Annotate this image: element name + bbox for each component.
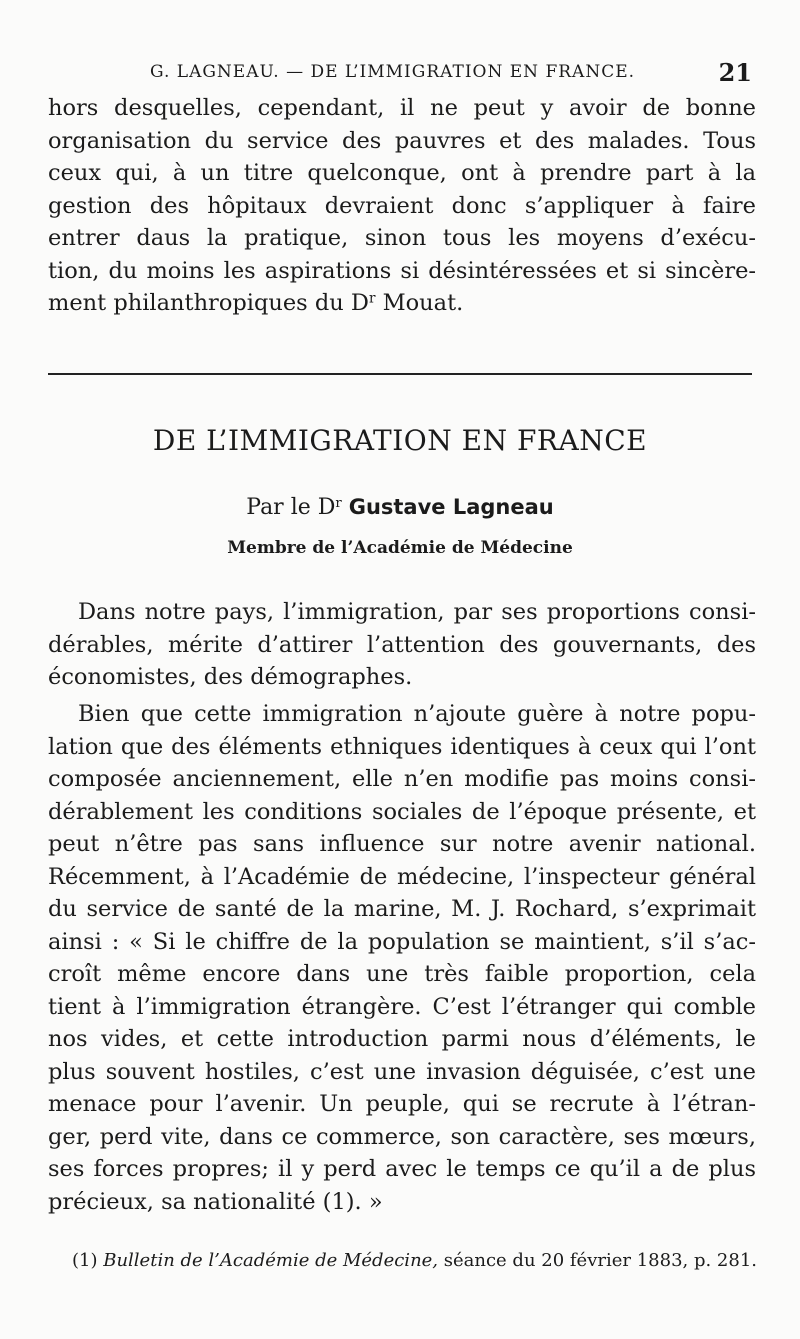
section-divider	[48, 373, 752, 375]
text-line: ses forces propres; il y perd avec le temps ce qu’il a de plus	[48, 1156, 756, 1182]
text-line: nos vides, et cette introduction parmi nous d’éléments, le	[48, 1026, 756, 1052]
text-line: ger, perd vite, dans ce commerce, son caractère, ses mœurs,	[48, 1123, 756, 1150]
text-line: Récemment, à l’Académie de médecine, l’inspecteur général	[48, 863, 756, 890]
text-fragment: Mouat.	[375, 290, 464, 316]
text-line: menace pour l’avenir. Un peuple, qui se recrute à l’étran-	[48, 1091, 756, 1117]
page-number: 21	[718, 58, 752, 87]
superscript: r	[335, 495, 342, 511]
continuation-paragraph	[48, 92, 756, 320]
running-head-title: G. LAGNEAU. — DE L’IMMIGRATION EN FRANCE.	[150, 62, 636, 82]
text-fragment: ment philanthropiques du D	[48, 290, 369, 316]
text-line: économistes, des démographes.	[48, 664, 413, 690]
running-head	[50, 58, 756, 88]
text-line: peut n’être pas sans influence sur notre avenir national.	[48, 831, 756, 857]
author-name: Gustave Lagneau	[348, 495, 554, 519]
text-line: gestion des hôpitaux devraient donc s’appliquer à faire	[48, 192, 756, 219]
paragraph-2	[48, 698, 756, 1218]
article-title: DE L’IMMIGRATION EN FRANCE	[152, 424, 648, 457]
text-line	[48, 287, 756, 320]
superscript: r	[368, 290, 376, 307]
text-line: ainsi : « Si le chiffre de la population se maintient, s’il s’ac-	[48, 928, 756, 955]
text-line: croît même encore dans une très faible proportion, cela	[48, 961, 756, 987]
text-line: hors desquelles, cependant, il ne peut y avoir de bonne	[48, 95, 756, 121]
footnote-details: séance du 20 février 1883, p. 281.	[438, 1250, 758, 1271]
byline-prefix: Par le D	[246, 495, 336, 520]
paragraph-1	[48, 596, 756, 694]
text-line: lation que des éléments ethniques identiques à ceux qui l’ont	[48, 733, 756, 760]
footnote	[72, 1250, 756, 1271]
text-line: précieux, sa nationalité (1). »	[48, 1188, 383, 1215]
footnote-source-title: Bulletin de l’Académie de Médecine,	[103, 1250, 439, 1271]
text-line: du service de santé de la marine, M. J. Rochard, s’exprimait	[48, 896, 756, 922]
text-line: composée anciennement, elle n’en modifie pas moins consi-	[48, 766, 756, 792]
footnote-marker: (1)	[72, 1250, 104, 1271]
text-line: tient à l’immigration étrangère. C’est l’étranger qui comble	[48, 993, 756, 1020]
text-line: Bien que cette immigration n’ajoute guère à notre popu-	[78, 701, 756, 727]
text-line: tion, du moins les aspirations si désintéressées et si sincère-	[48, 257, 756, 284]
text-line: dérablement les conditions sociales de l’époque présente, et	[48, 798, 756, 825]
text-line: entrer daus la pratique, sinon tous les moyens d’exécu-	[48, 225, 756, 251]
text-line: ceux qui, à un titre quelconque, ont à prendre part à la	[48, 160, 756, 186]
text-line: organisation du service des pauvres et des malades. Tous	[48, 127, 756, 154]
author-affiliation: Membre de l’Académie de Médecine	[227, 538, 573, 558]
text-line: plus souvent hostiles, c’est une invasion déguisée, c’est une	[48, 1058, 756, 1085]
byline	[48, 495, 752, 520]
text-line: Dans notre pays, l’immigration, par ses proportions consi-	[78, 599, 756, 625]
text-line: dérables, mérite d’attirer l’attention des gouvernants, des	[48, 631, 756, 658]
